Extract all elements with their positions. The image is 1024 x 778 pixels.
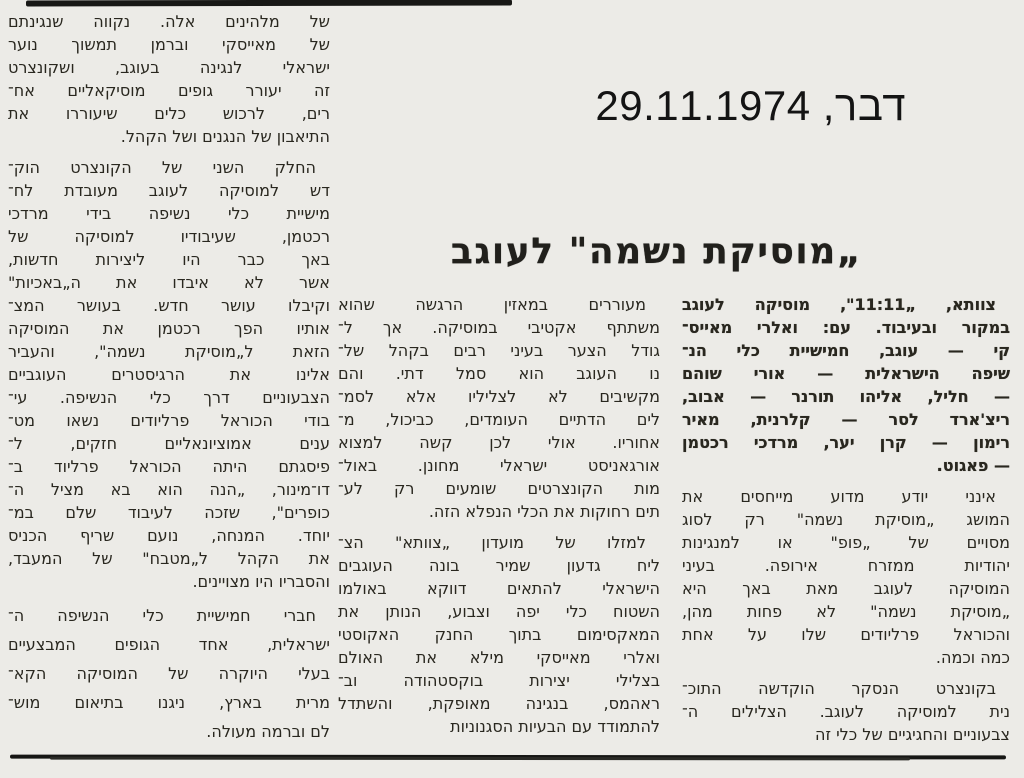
text-line: הזאת ל„מוסיקת נשמה", והעביר: [8, 342, 330, 361]
text-line: במקור ובעיבוד. עם: ואלרי מאייס־: [682, 318, 1010, 337]
text-line: לים הדתיים העומדים, כביכול, מ־: [338, 410, 660, 429]
text-line: התיאבון של הנגנים ושל הקהל.: [120, 127, 330, 146]
text-line: יוחד. המנחה, נועם שריף הכניס: [8, 526, 330, 545]
text-line: ראהמס, בנגינה מאופקת, והשתדל: [338, 694, 660, 713]
text-line: ריצ'ארד לסר — קלרנית, מאיר: [682, 410, 1010, 429]
text-line: ליח גדעון שמיר בונה העוגבים: [338, 556, 660, 575]
text-line: גודל הצער בעיני רבים בקהל של־: [338, 341, 660, 360]
text-line: נו העוגב הוא סמל דתי. והם: [338, 364, 660, 383]
text-line: — פאגוט.: [936, 456, 1010, 475]
text-line: של מאייסקי וברמן תמשוך נוער: [8, 35, 330, 54]
text-line: מות הקונצרטים שומעים רק לע־: [338, 479, 660, 498]
text-line: בודי הכוראל פרליודים נשאו מט־: [8, 411, 330, 430]
text-line: והסבריו היו מצויינים.: [192, 572, 330, 591]
text-line: זה יעורר גופים מוסיקאליים אח־: [8, 81, 330, 100]
text-line: מישיית כלי נשיפה בידי מרדכי: [8, 204, 330, 223]
text-line: צוותא, „11:11", מוסיקה לעוגב: [682, 295, 996, 314]
text-line: בצלילי יצירות בוקסטהודה וב־: [338, 671, 660, 690]
text-line: משתתף אקטיבי במוסיקה. אך ל־: [338, 318, 660, 337]
paragraph: [8, 10, 330, 148]
text-line: של מלהינים אלה. נקווה שנגינתם: [8, 12, 330, 31]
text-line: רכטמן, שעיבודיו למוסיקה של: [8, 227, 330, 246]
text-line: לם וברמה מעולה.: [206, 722, 330, 741]
bottom-scan-rule: [10, 755, 1006, 760]
text-line: נית למוסיקה לעוגב. הצלילים ה־: [682, 702, 1010, 721]
text-line: באך כבר היו ליצירות חדשות,: [8, 250, 330, 269]
text-line: רים, לרכוש כלים שיעוררו את: [8, 104, 330, 123]
text-line: הישראלי להתאים דווקא באולמו: [338, 579, 660, 598]
text-line: המוסיקה לעוגב מאת באך היא: [682, 579, 1010, 598]
text-line: והכוראל פרליודים שלו על אחת: [682, 625, 1010, 644]
paragraph: [338, 293, 660, 523]
text-line: צבעוניים והחגיגיים של כלי זה: [815, 725, 1010, 744]
paragraph: [682, 485, 1010, 669]
text-line: מסויים של „פופ" או למנגינות: [682, 533, 1010, 552]
text-line: יהודיות ממזרח אירופה. בעיני: [682, 556, 1010, 575]
text-line: בקונצרט הנסקר הוקדשה התוכ־: [682, 679, 996, 698]
text-line: להתמודד עם הבעיות הסגנוניות: [450, 717, 660, 736]
article-headline: „מוסיקת נשמה" לעוגב: [450, 231, 862, 272]
paragraph: [338, 531, 660, 738]
text-line: וקיבלו עושר חדש. בעושר המצ־: [8, 296, 330, 315]
text-line: הצבעוניים דרך כלי הנשיפה. עי־: [8, 388, 330, 407]
text-line: כופרים", שזכה לעיבוד שלם במ־: [8, 503, 330, 522]
text-line: מרית בארץ, ניגנו בתיאום מוש־: [8, 693, 330, 712]
text-line: שיפה הישראלית — אורי שוהם: [682, 364, 1010, 383]
text-line: אלינו את הרגיסטרים העוגביים: [8, 365, 330, 384]
text-line: המושג „מוסיקת נשמה" רק לסוג: [682, 510, 1010, 529]
text-line: אשר לא איבדו את ה„באכיות": [8, 273, 330, 292]
text-line: מקשיבים לא לצליליו אלא לסמ־: [338, 387, 660, 406]
text-line: ישראלית, אחד הגופים המבצעיים: [8, 635, 330, 654]
text-line: בעלי היוקרה של המוסיקה הקא־: [8, 664, 330, 683]
text-line: השטוח כלי יפה וצבוע, הנותן את: [338, 602, 660, 621]
text-line: כמה וכמה.: [935, 648, 1010, 667]
text-line: אינני יודע מדוע מייחסים את: [682, 487, 996, 506]
text-line: קי — עוגב, חמישיית כלי הנ־: [682, 341, 1010, 360]
text-line: אחוריו. אולי לכן קשה למצוא: [338, 433, 660, 452]
text-line: פיסגתם היתה הכוראל פרליוד ב־: [8, 457, 330, 476]
publication-date-caption: דבר, 29.11.1974: [595, 82, 906, 129]
text-line: ענים אמוציונאליים חזקים, ל־: [8, 434, 330, 453]
text-line: ואלרי מאייסקי מילא את האולם: [338, 648, 660, 667]
text-line: רימון — קרן יער, מרדכי רכטמן: [682, 433, 1010, 452]
text-line: מעוררים במאזין הרגשה שהוא: [338, 295, 646, 314]
text-line: דו־מינור, „הנה הוא בא מציל ה־: [8, 480, 330, 499]
text-line: תים רחוקות את הכלי הנפלא הזה.: [428, 502, 660, 521]
text-line: ישראלי לנגינה בעוגב, ושקונצרט: [8, 58, 330, 77]
paragraph: [8, 156, 330, 593]
concert-credits-paragraph: [682, 293, 1010, 477]
paragraph: [8, 601, 330, 746]
text-line: המאקסימום בתוך החנק האקוסטי: [338, 625, 660, 644]
top-scan-edge-mark: [26, 0, 512, 7]
text-line: אורגאניסט ישראלי מחונן. באול־: [338, 456, 660, 475]
paragraph: [682, 677, 1010, 746]
text-line: את הקהל ל„מטבח" של המעבד,: [8, 549, 330, 568]
text-line: למזלו של מועדון „צוותא" הצ־: [338, 533, 646, 552]
text-line: „מוסיקת נשמה" לא פחות מהן,: [682, 602, 1010, 621]
text-line: אותיו הפך רכטמן את המוסיקה: [8, 319, 330, 338]
column-middle: [338, 293, 660, 746]
column-right: [682, 293, 1010, 754]
text-line: — חליל, אליהו תורנר — אבוב,: [682, 387, 1010, 406]
column-left: [8, 10, 330, 754]
text-line: דש למוסיקה לעוגב מעובדת לח־: [8, 181, 330, 200]
text-line: חברי חמישיית כלי הנשיפה ה־: [8, 606, 316, 625]
text-line: החלק השני של הקונצרט הוק־: [8, 158, 316, 177]
